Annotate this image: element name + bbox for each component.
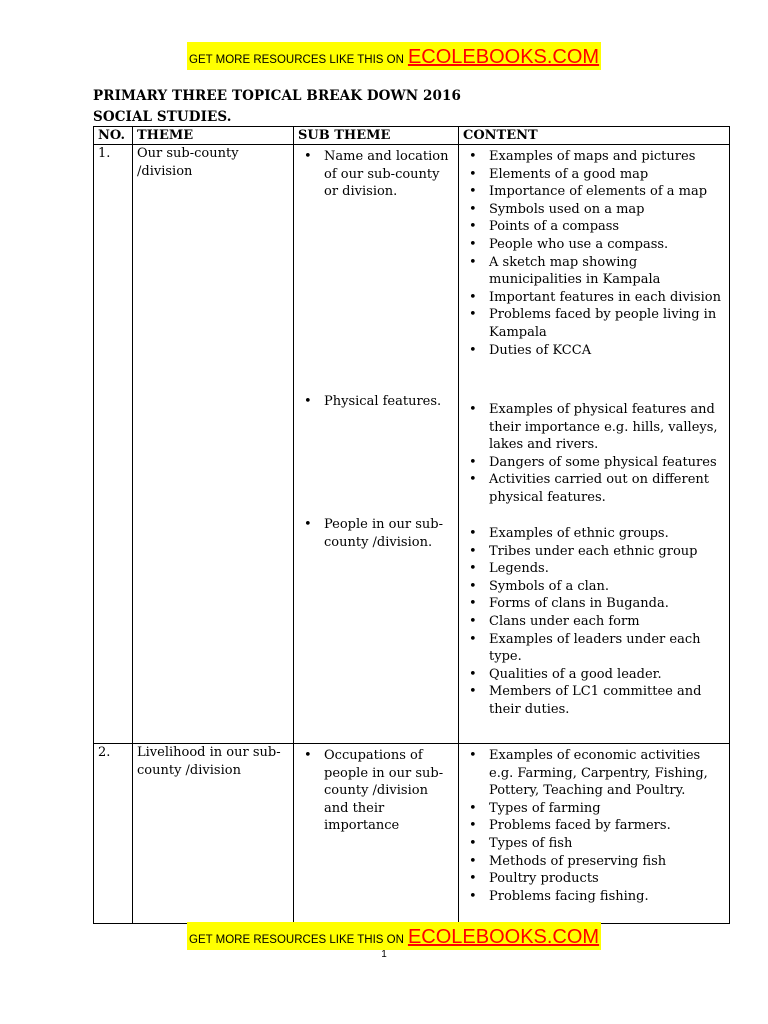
row-sub-themes xyxy=(294,145,459,744)
content-block xyxy=(463,522,725,719)
row-theme: Our sub-county /division xyxy=(133,145,294,744)
content-item: • Qualities of a good leader. xyxy=(463,666,725,684)
row-content xyxy=(459,744,730,924)
header-sub-theme: SUB THEME xyxy=(294,127,459,145)
sub-theme-block xyxy=(298,744,454,835)
content-item: • A sketch map showing municipalities in Kampala xyxy=(463,254,725,289)
content-item: • Clans under each form xyxy=(463,613,725,631)
content-item: • Tribes under each ethnic group xyxy=(463,543,725,561)
top-resources-banner xyxy=(187,42,601,70)
header-no: NO. xyxy=(94,127,133,145)
document-title: PRIMARY THREE TOPICAL BREAK DOWN 2016 xyxy=(93,88,461,104)
content-item: • Types of farming xyxy=(463,800,725,818)
header-theme: THEME xyxy=(133,127,294,145)
sub-theme-item: • People in our sub-county /division. xyxy=(298,516,454,551)
content-item: • Dangers of some physical features xyxy=(463,454,725,472)
content-item: • Examples of physical features and their importance e.g. hills, valleys, lakes and rivers. xyxy=(463,401,725,454)
bottom-resources-banner xyxy=(187,922,601,950)
content-block xyxy=(463,398,725,522)
content-item: • Poultry products xyxy=(463,870,725,888)
content-item: • Important features in each division xyxy=(463,289,725,307)
content-item: • Types of fish xyxy=(463,835,725,853)
content-item: • Duties of KCCA xyxy=(463,342,725,360)
sub-theme-item: • Occupations of people in our sub-county /division and their importance xyxy=(298,747,454,835)
content-item: • Points of a compass xyxy=(463,218,725,236)
content-item: • Problems facing fishing. xyxy=(463,888,725,906)
content-item: • Importance of elements of a map xyxy=(463,183,725,201)
table-row xyxy=(94,145,730,744)
sub-theme-item: • Physical features. xyxy=(298,393,454,411)
sub-theme-block xyxy=(298,145,454,390)
content-item: • Examples of economic activities e.g. Farming, Carpentry, Fishing, Pottery, Teaching and Poultry. xyxy=(463,747,725,800)
content-item: • Methods of preserving fish xyxy=(463,853,725,871)
row-theme: Livelihood in our sub-county /division xyxy=(133,744,294,924)
content-item: • Symbols used on a map xyxy=(463,201,725,219)
content-item: • Forms of clans in Buganda. xyxy=(463,595,725,613)
row-sub-themes xyxy=(294,744,459,924)
topical-breakdown-table xyxy=(93,126,730,924)
content-item: • Examples of maps and pictures xyxy=(463,148,725,166)
ecolebooks-link[interactable]: ECOLEBOOKS.COM xyxy=(407,926,600,948)
content-item: • Members of LC1 committee and their duties. xyxy=(463,683,725,718)
page-number: 1 xyxy=(381,949,387,960)
sub-theme-block xyxy=(298,513,454,551)
content-item: • Symbols of a clan. xyxy=(463,578,725,596)
sub-theme-block xyxy=(298,390,454,513)
content-item: • Elements of a good map xyxy=(463,166,725,184)
header-content: CONTENT xyxy=(459,127,730,145)
content-item: • Activities carried out on different physical features. xyxy=(463,471,725,506)
banner-lead-text: GET MORE RESOURCES LIKE THIS ON xyxy=(189,934,404,946)
row-number: 1. xyxy=(94,145,133,744)
table-row xyxy=(94,744,730,924)
table-header-row xyxy=(94,127,730,145)
content-item: • People who use a compass. xyxy=(463,236,725,254)
sub-theme-item: • Name and location of our sub-county or division. xyxy=(298,148,454,201)
document-subtitle: SOCIAL STUDIES. xyxy=(93,109,232,125)
content-block xyxy=(463,145,725,398)
content-item: • Problems faced by people living in Kampala xyxy=(463,306,725,341)
banner-lead-text: GET MORE RESOURCES LIKE THIS ON xyxy=(189,54,404,66)
content-block xyxy=(463,744,725,905)
content-item: • Problems faced by farmers. xyxy=(463,817,725,835)
row-content xyxy=(459,145,730,744)
row-number: 2. xyxy=(94,744,133,924)
ecolebooks-link[interactable]: ECOLEBOOKS.COM xyxy=(407,46,600,68)
content-item: • Legends. xyxy=(463,560,725,578)
content-item: • Examples of leaders under each type. xyxy=(463,631,725,666)
content-item: • Examples of ethnic groups. xyxy=(463,525,725,543)
